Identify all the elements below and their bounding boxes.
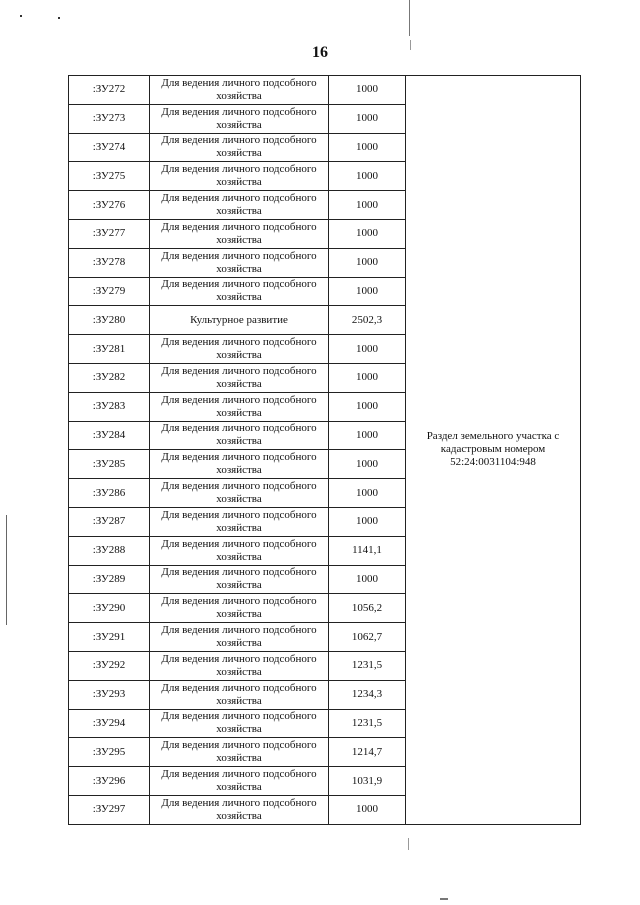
permitted-use-cell: Для ведения личного подсобного хозяйства (150, 162, 329, 191)
plot-id-cell: :ЗУ280 (69, 306, 150, 335)
scan-artifact (408, 838, 409, 850)
permitted-use-cell: Для ведения личного подсобного хозяйства (150, 536, 329, 565)
permitted-use-cell: Для ведения личного подсобного хозяйства (150, 335, 329, 364)
area-cell: 1000 (329, 479, 406, 508)
plot-id-cell: :ЗУ286 (69, 479, 150, 508)
permitted-use-cell: Для ведения личного подсобного хозяйства (150, 392, 329, 421)
plot-id-cell: :ЗУ279 (69, 277, 150, 306)
permitted-use-cell: Для ведения личного подсобного хозяйства (150, 738, 329, 767)
permitted-use-cell: Для ведения личного подсобного хозяйства (150, 479, 329, 508)
plot-id-cell: :ЗУ272 (69, 76, 150, 105)
area-cell: 1234,3 (329, 680, 406, 709)
area-cell: 1000 (329, 219, 406, 248)
area-cell: 1000 (329, 191, 406, 220)
scan-artifact (20, 15, 22, 17)
table-row (69, 76, 581, 105)
scan-artifact (6, 515, 7, 625)
permitted-use-cell: Для ведения личного подсобного хозяйства (150, 651, 329, 680)
plot-id-cell: :ЗУ295 (69, 738, 150, 767)
area-cell: 1000 (329, 76, 406, 105)
plot-id-cell: :ЗУ288 (69, 536, 150, 565)
permitted-use-cell: Для ведения личного подсобного хозяйства (150, 450, 329, 479)
plot-id-cell: :ЗУ292 (69, 651, 150, 680)
permitted-use-cell: Для ведения личного подсобного хозяйства (150, 680, 329, 709)
plot-id-cell: :ЗУ282 (69, 363, 150, 392)
permitted-use-cell: Для ведения личного подсобного хозяйства (150, 594, 329, 623)
area-cell: 1000 (329, 421, 406, 450)
plot-id-cell: :ЗУ297 (69, 795, 150, 824)
area-cell: 1000 (329, 363, 406, 392)
formation-method-cell: Раздел земельного участка с кадастровым номером 52:24:0031104:948 (406, 76, 581, 825)
permitted-use-cell: Для ведения личного подсобного хозяйства (150, 565, 329, 594)
permitted-use-cell: Для ведения личного подсобного хозяйства (150, 219, 329, 248)
plot-id-cell: :ЗУ283 (69, 392, 150, 421)
plot-id-cell: :ЗУ287 (69, 507, 150, 536)
permitted-use-cell: Для ведения личного подсобного хозяйства (150, 248, 329, 277)
plot-id-cell: :ЗУ289 (69, 565, 150, 594)
area-cell: 1000 (329, 507, 406, 536)
permitted-use-cell: Для ведения личного подсобного хозяйства (150, 795, 329, 824)
permitted-use-cell: Для ведения личного подсобного хозяйства (150, 507, 329, 536)
permitted-use-cell: Для ведения личного подсобного хозяйства (150, 709, 329, 738)
area-cell: 1000 (329, 795, 406, 824)
area-cell: 1000 (329, 104, 406, 133)
permitted-use-cell: Для ведения личного подсобного хозяйства (150, 421, 329, 450)
plot-id-cell: :ЗУ291 (69, 623, 150, 652)
area-cell: 1031,9 (329, 767, 406, 796)
scan-artifact (58, 17, 60, 19)
plot-id-cell: :ЗУ294 (69, 709, 150, 738)
permitted-use-cell: Для ведения личного подсобного хозяйства (150, 767, 329, 796)
area-cell: 1000 (329, 248, 406, 277)
area-cell: 2502,3 (329, 306, 406, 335)
plot-id-cell: :ЗУ293 (69, 680, 150, 709)
area-cell: 1000 (329, 392, 406, 421)
area-cell: 1000 (329, 335, 406, 364)
area-cell: 1000 (329, 133, 406, 162)
plot-id-cell: :ЗУ296 (69, 767, 150, 796)
plot-id-cell: :ЗУ274 (69, 133, 150, 162)
permitted-use-cell: Культурное развитие (150, 306, 329, 335)
permitted-use-cell: Для ведения личного подсобного хозяйства (150, 191, 329, 220)
plot-id-cell: :ЗУ281 (69, 335, 150, 364)
area-cell: 1000 (329, 565, 406, 594)
plot-id-cell: :ЗУ275 (69, 162, 150, 191)
plot-id-cell: :ЗУ290 (69, 594, 150, 623)
permitted-use-cell: Для ведения личного подсобного хозяйства (150, 363, 329, 392)
land-plots-table (68, 75, 581, 825)
permitted-use-cell: Для ведения личного подсобного хозяйства (150, 76, 329, 105)
plot-id-cell: :ЗУ277 (69, 219, 150, 248)
area-cell: 1214,7 (329, 738, 406, 767)
scan-artifact (409, 0, 410, 36)
permitted-use-cell: Для ведения личного подсобного хозяйства (150, 133, 329, 162)
scan-artifact (440, 898, 448, 900)
permitted-use-cell: Для ведения личного подсобного хозяйства (150, 277, 329, 306)
plot-id-cell: :ЗУ273 (69, 104, 150, 133)
plot-id-cell: :ЗУ276 (69, 191, 150, 220)
table-body (69, 76, 581, 825)
scan-artifact (410, 40, 411, 50)
page-number: 16 (312, 44, 328, 61)
plot-id-cell: :ЗУ284 (69, 421, 150, 450)
area-cell: 1231,5 (329, 651, 406, 680)
area-cell: 1141,1 (329, 536, 406, 565)
plot-id-cell: :ЗУ285 (69, 450, 150, 479)
plot-id-cell: :ЗУ278 (69, 248, 150, 277)
area-cell: 1000 (329, 450, 406, 479)
area-cell: 1056,2 (329, 594, 406, 623)
permitted-use-cell: Для ведения личного подсобного хозяйства (150, 623, 329, 652)
area-cell: 1000 (329, 277, 406, 306)
permitted-use-cell: Для ведения личного подсобного хозяйства (150, 104, 329, 133)
area-cell: 1231,5 (329, 709, 406, 738)
area-cell: 1062,7 (329, 623, 406, 652)
area-cell: 1000 (329, 162, 406, 191)
